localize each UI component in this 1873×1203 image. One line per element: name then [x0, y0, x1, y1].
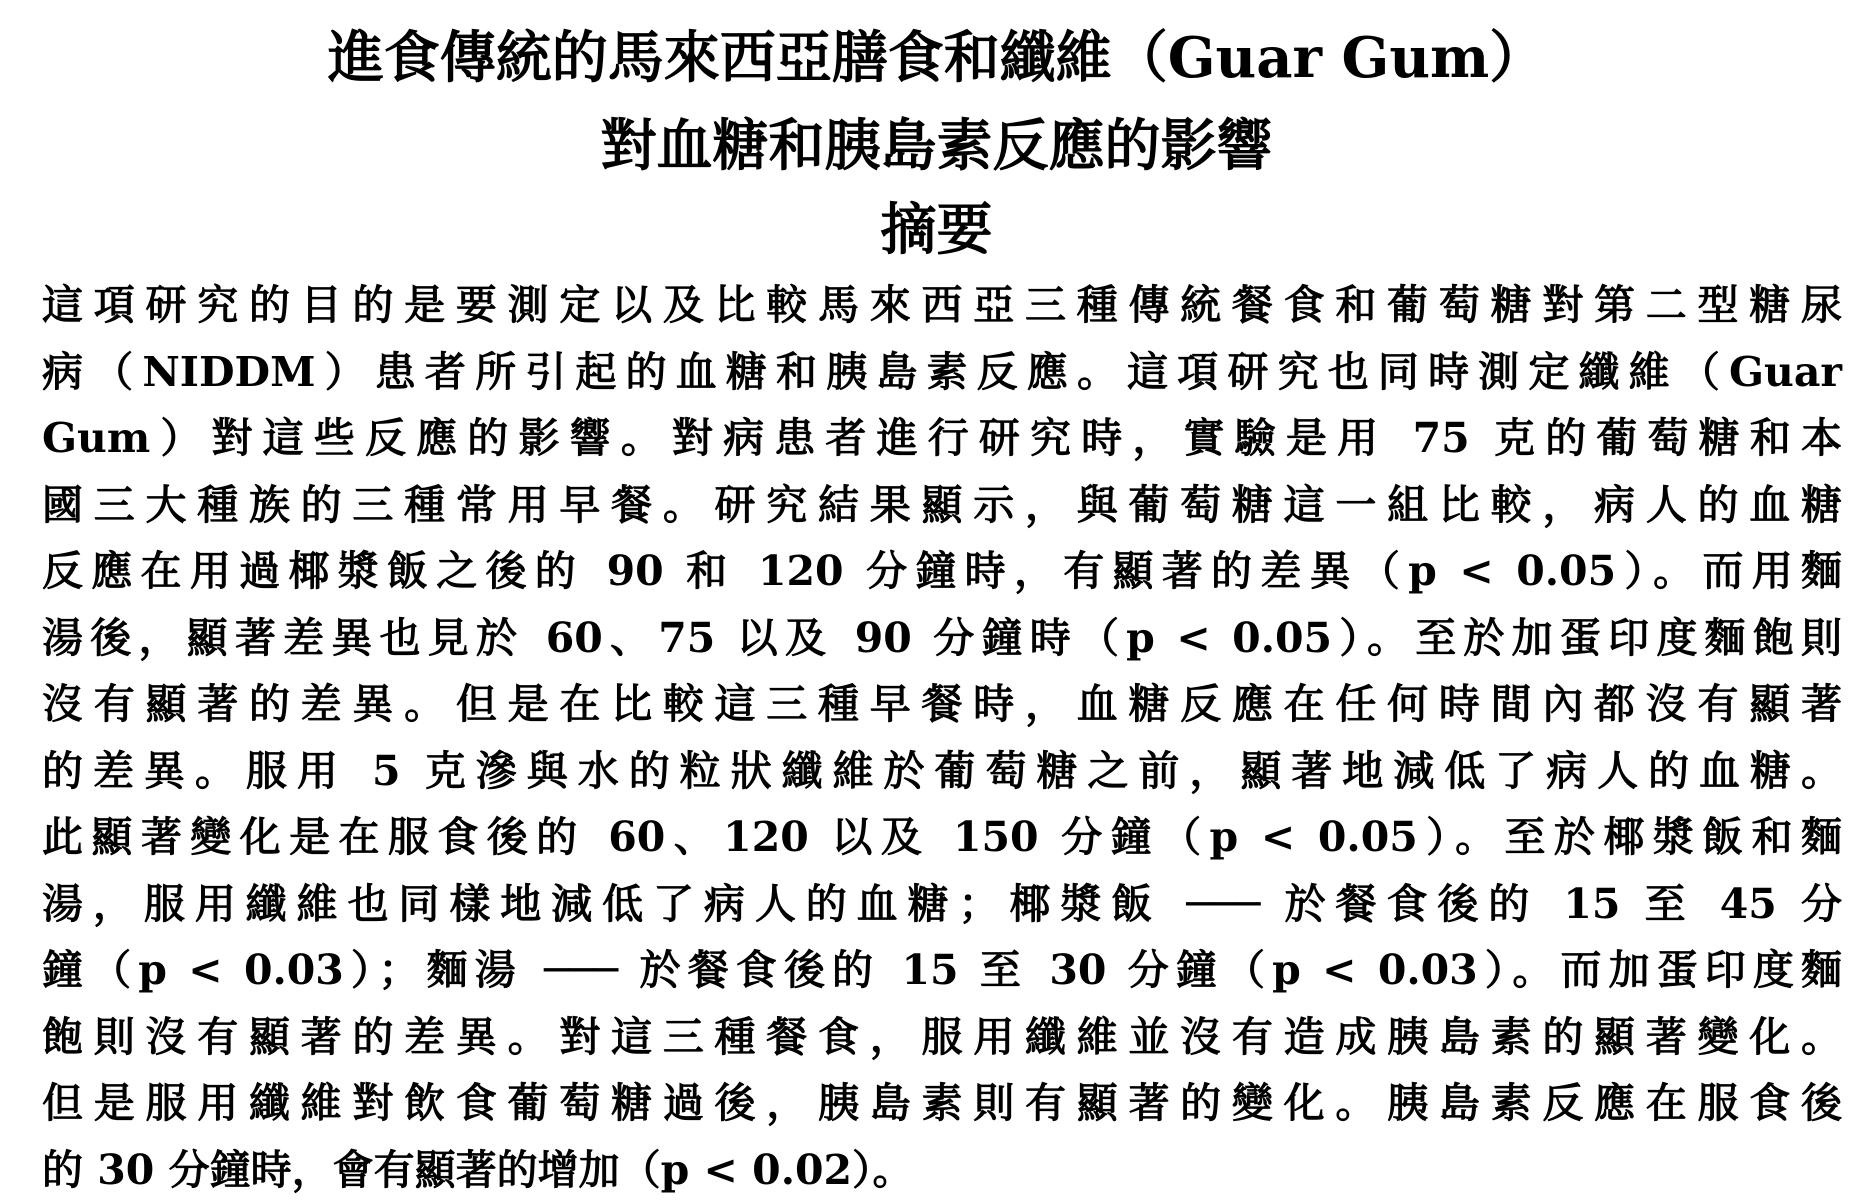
- abstract-line: 沒有顯著的差異。但是在比較這三種早餐時，血糖反應在任何時間內都沒有顯著: [42, 671, 1842, 738]
- document-title: 進食傳統的馬來西亞膳食和纖維（Guar Gum）: [0, 24, 1873, 92]
- abstract-line: 但是服用纖維對飲食葡萄糖過後，胰島素則有顯著的變化。胰島素反應在服食後: [42, 1070, 1842, 1137]
- abstract-line: 國三大種族的三種常用早餐。研究結果顯示，與葡萄糖這一組比較，病人的血糖: [42, 472, 1842, 539]
- abstract-line: Gum）對這些反應的影響。對病患者進行研究時，實驗是用 75 克的葡萄糖和本: [42, 405, 1842, 472]
- abstract-line: 此顯著變化是在服食後的 60、120 以及 150 分鐘（p < 0.05）。至於椰漿飯和麵: [42, 804, 1842, 871]
- abstract-line: 的差異。服用 5 克滲與水的粒狀纖維於葡萄糖之前，顯著地減低了病人的血糖。: [42, 738, 1842, 805]
- abstract-line: 病（NIDDM）患者所引起的血糖和胰島素反應。這項研究也同時測定纖維（Guar: [42, 339, 1842, 406]
- abstract-line: 反應在用過椰漿飯之後的 90 和 120 分鐘時，有顯著的差異（p < 0.05）。而用麵: [42, 538, 1842, 605]
- abstract-line: 鐘（p < 0.03）；麵湯 ─── 於餐食後的 15 至 30 分鐘（p < 0.03）。而加蛋印度麵: [42, 937, 1842, 1004]
- abstract-body: [42, 272, 1842, 1203]
- abstract-line: 這項研究的目的是要測定以及比較馬來西亞三種傳統餐食和葡萄糖對第二型糖尿: [42, 272, 1842, 339]
- abstract-line: 湯，服用纖維也同樣地減低了病人的血糖；椰漿飯 ─── 於餐食後的 15 至 45 分: [42, 871, 1842, 938]
- document-subtitle: 對血糖和胰島素反應的影響: [0, 112, 1873, 180]
- abstract-heading: 摘要: [0, 196, 1873, 264]
- abstract-line: 湯後，顯著差異也見於 60、75 以及 90 分鐘時（p < 0.05）。至於加蛋印度麵飽則: [42, 605, 1842, 672]
- abstract-line: 的 30 分鐘時，會有顯著的增加（p < 0.02）。: [42, 1137, 1842, 1203]
- abstract-line: 飽則沒有顯著的差異。對這三種餐食，服用纖維並沒有造成胰島素的顯著變化。: [42, 1004, 1842, 1071]
